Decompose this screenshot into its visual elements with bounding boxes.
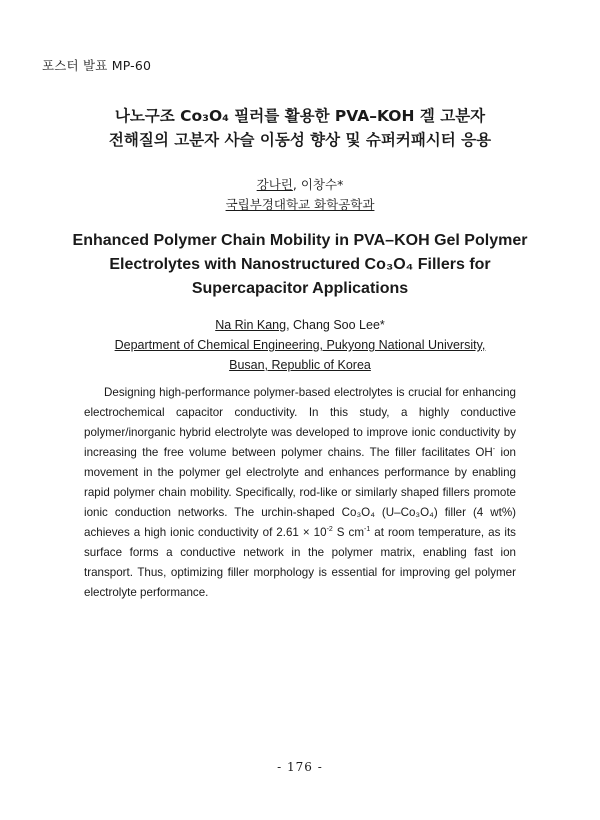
abstract-part-3: S cm [332,526,365,539]
english-affiliation-line-2: Busan, Republic of Korea [229,358,371,372]
abstract [84,383,516,603]
english-presenting-author: Na Rin Kang [215,318,287,332]
korean-coauthor: , 이창수* [292,177,344,192]
korean-authors [0,175,600,195]
english-title-line-2: Electrolytes with Nanostructured Co₃O₄ Fillers for [109,256,491,273]
session-label: 포스터 발표 MP-60 [42,58,152,73]
abstract-part-4: at room temperature, as its surface forms a conductive network in the polymer matrix, enabling fast ion transport. Thus, optimizing filler morphology is essential for improving gel polymer electrolyte performance. [84,526,516,599]
unit-exponent: -1 [364,526,371,533]
abstract-paragraph [84,383,516,603]
english-affiliation-line-1: Department of Chemical Engineering, Pukyong National University, [114,338,486,352]
page-number: - 176 - [277,760,323,774]
conductivity-exponent: -2 [326,526,333,533]
english-title-line-1: Enhanced Polymer Chain Mobility in PVA–KOH Gel Polymer [72,232,528,249]
korean-affiliation: 국립부경대학교 화학공학과 [225,197,375,212]
english-author-block [0,315,600,375]
korean-author-block [0,175,600,215]
korean-presenting-author: 강나린 [256,177,293,192]
korean-title [0,104,600,152]
english-authors [0,315,600,335]
abstract-part-2: ion movement in the polymer gel electrolyte and enhances performance by enabling rapid polymer chain mobility. Specifically, rod-like or similarly shaped fillers promote ionic conduction networks. The urchin-shaped Co₃O₄ (U–Co₃O₄) filler (4 wt%) achieves a high ionic conductivity of 2.61 × 10 [84,446,516,539]
english-title [0,229,600,301]
english-coauthor: , Chang Soo Lee* [286,318,385,332]
hydroxide-charge: - [492,446,496,453]
korean-title-line-2: 전해질의 고분자 사슬 이동성 향상 및 슈퍼커패시터 응용 [108,131,492,149]
english-title-line-3: Supercapacitor Applications [191,280,409,297]
korean-title-line-1: 나노구조 Co₃O₄ 필러를 활용한 PVA–KOH 겔 고분자 [114,107,486,125]
abstract-part-1: Designing high-performance polymer-based electrolytes is crucial for enhancing electrochemical capacitor conductivity. In this study, a highly conductive polymer/inorganic hybrid electrolyte was developed to improve ionic conductivity by increasing the free volume between polymer chains. The filler facilitates OH [84,386,516,459]
